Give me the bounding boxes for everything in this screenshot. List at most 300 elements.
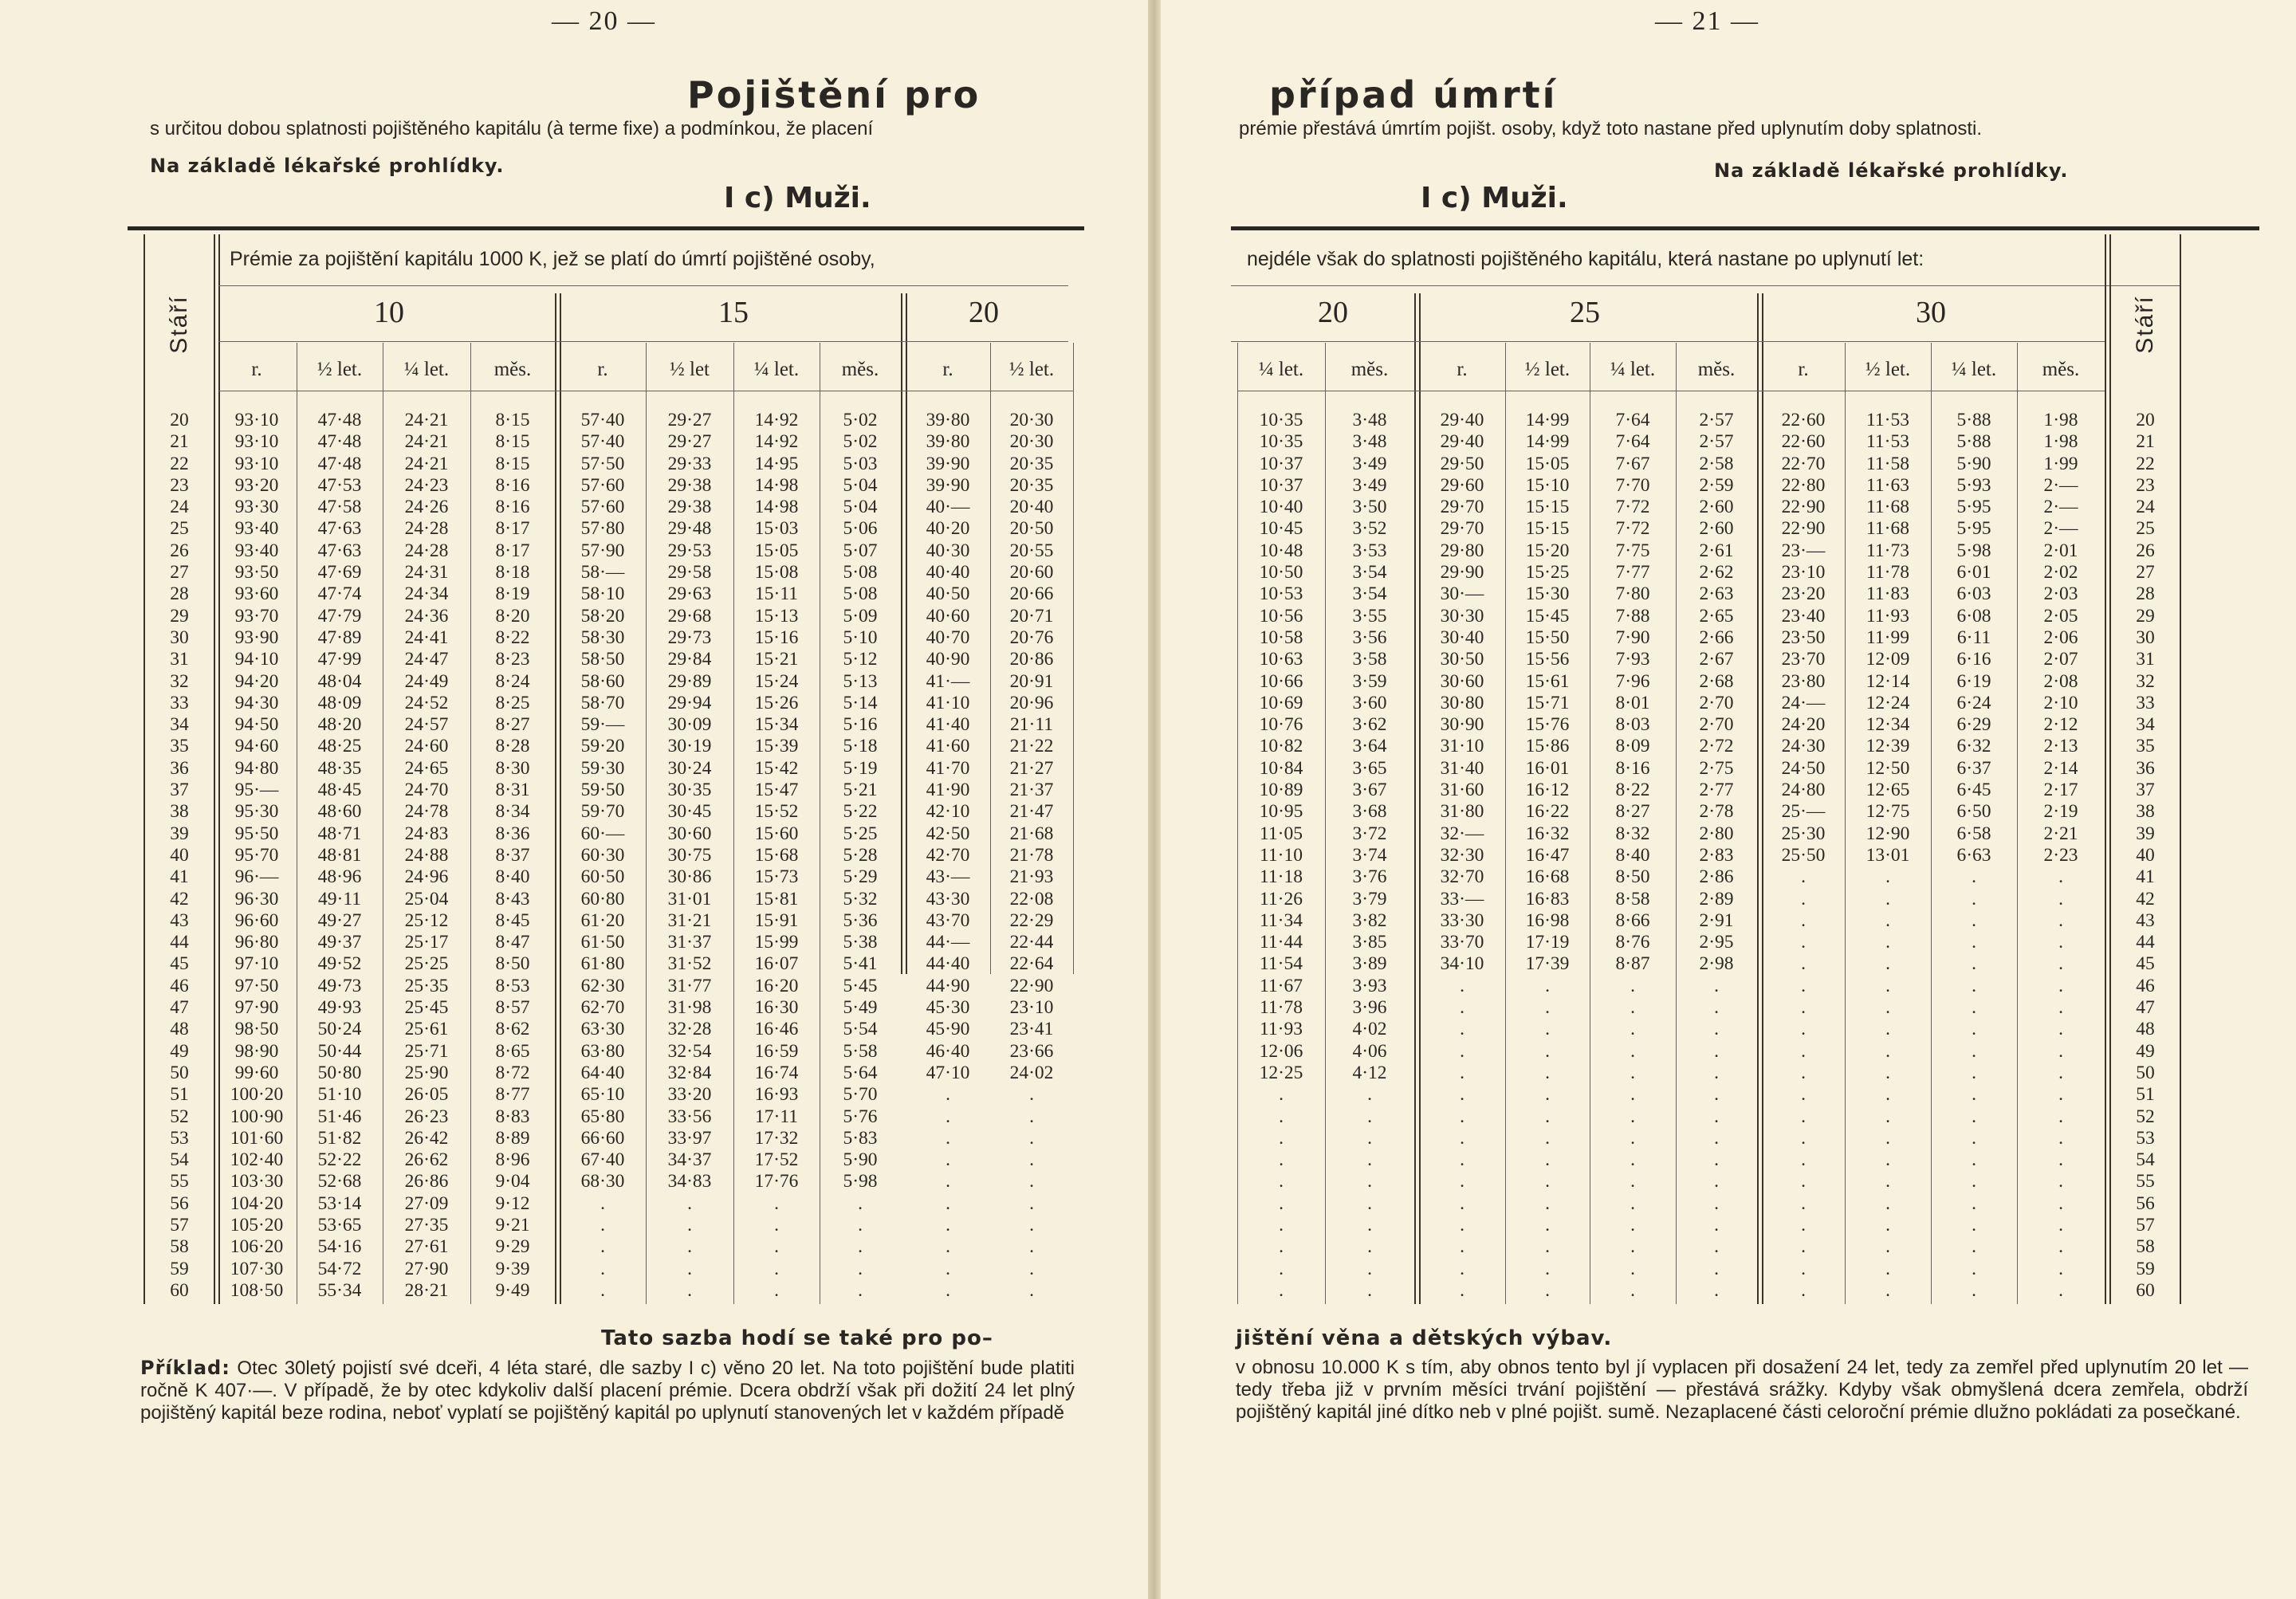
- right-page: [1161, 0, 2296, 1599]
- table-cell: 10·82: [1259, 736, 1303, 757]
- table-cell: .: [1460, 1214, 1464, 1236]
- table-cell: 20·35: [1009, 453, 1054, 474]
- table-cell: 43·30: [926, 888, 970, 910]
- table-cell: 3·96: [1352, 997, 1387, 1019]
- table-cell: 93·10: [234, 431, 279, 453]
- table-cell: 14·99: [1525, 410, 1570, 430]
- table-cell: 8·23: [495, 649, 530, 670]
- table-cell: .: [1545, 1062, 1550, 1083]
- table-cell: 22: [170, 453, 189, 474]
- table-cell: 4·06: [1352, 1040, 1387, 1062]
- table-cell: 11·58: [1866, 453, 1909, 474]
- table-cell: 11·67: [1260, 975, 1303, 996]
- table-cell: 9·49: [495, 1279, 530, 1301]
- table-cell: 93·60: [234, 583, 279, 605]
- example-text: Otec 30letý pojistí své dceři, 4 léta staré, dle sazby I c) věno 20 let. Na toto pojištění bude platiti ročně K 407·—. V případě, že by otec kdykoliv další placení prémie. Dcera obdrží však při dožití 24 let plný pojištěný kapitál beze rodina, neboť vyplatí se pojištěný kapitál po uplynutí stanovených let v každém případě: [140, 1357, 1075, 1424]
- table-cell: .: [1972, 910, 1976, 931]
- table-cell: 25·17: [404, 932, 449, 953]
- table-cell: 11·78: [1866, 562, 1909, 583]
- continuation-heading: jištění věna a dětských výbav.: [1236, 1326, 1613, 1350]
- table-cell: .: [2058, 953, 2063, 975]
- table-cell: .: [1460, 1019, 1464, 1040]
- table-cell: .: [2058, 1127, 2063, 1149]
- table-cell: 2·07: [2043, 649, 2078, 670]
- table-cell: 30·75: [667, 844, 712, 866]
- table-cell: 2·19: [2043, 801, 2078, 823]
- table-cell: 15·91: [754, 910, 799, 931]
- table-cell: .: [1714, 1084, 1719, 1106]
- table-cell: 58·50: [580, 649, 625, 670]
- table-cell: 15·21: [754, 649, 799, 670]
- table-cell: 5·13: [843, 670, 878, 692]
- premium-column: [470, 410, 555, 1302]
- table-cell: 29·33: [667, 453, 712, 474]
- table-cell: 8·43: [495, 888, 530, 910]
- table-cell: 16·59: [754, 1040, 799, 1062]
- table-cell: .: [1630, 1127, 1635, 1149]
- table-cell: 8·72: [495, 1062, 530, 1083]
- table-cell: 22·08: [1009, 888, 1054, 910]
- table-cell: 16·32: [1525, 823, 1570, 844]
- table-cell: .: [2058, 1192, 2063, 1214]
- table-cell: .: [1972, 866, 1976, 888]
- table-cell: .: [1029, 1171, 1034, 1192]
- table-cell: 26·05: [404, 1084, 449, 1106]
- table-cell: 22·90: [1009, 975, 1054, 996]
- year-group-20: 20: [1318, 296, 1348, 329]
- table-cell: .: [1029, 1192, 1034, 1214]
- table-cell: 65·10: [580, 1084, 625, 1106]
- table-cell: .: [858, 1236, 863, 1258]
- table-cell: 31·60: [1440, 780, 1484, 801]
- table-cell: 6·19: [1956, 670, 1991, 692]
- table-cell: 25·35: [404, 975, 449, 996]
- table-cell: 42·70: [926, 844, 970, 866]
- table-cell: 41: [170, 866, 189, 888]
- table-cell: 99·60: [234, 1062, 279, 1083]
- table-cell: 15·11: [755, 583, 798, 605]
- table-cell: 24·41: [404, 627, 449, 648]
- table-cell: 2·58: [1699, 453, 1734, 474]
- table-cell: 10·76: [1259, 714, 1303, 736]
- table-cell: 52·68: [317, 1171, 362, 1192]
- table-cell: .: [946, 1149, 950, 1171]
- table-cell: .: [1545, 997, 1550, 1019]
- table-cell: 49: [2136, 1040, 2155, 1062]
- table-cell: 5·16: [843, 714, 878, 736]
- table-cell: .: [600, 1214, 605, 1236]
- table-cell: 2·03: [2043, 583, 2078, 605]
- table-cell: 49·73: [317, 975, 362, 996]
- table-cell: 20·30: [1009, 410, 1054, 430]
- table-cell: 22·90: [1781, 518, 1826, 540]
- table-cell: 9·21: [495, 1214, 530, 1236]
- table-cell: 3·49: [1352, 474, 1387, 496]
- table-cell: 8·47: [495, 932, 530, 953]
- table-cell: 8·96: [495, 1149, 530, 1171]
- table-cell: 57·40: [580, 431, 625, 453]
- table-cell: .: [1972, 1149, 1976, 1171]
- table-cell: .: [1801, 866, 1806, 888]
- premium-column: [1845, 410, 1931, 1302]
- table-cell: 8·16: [495, 474, 530, 496]
- table-cell: 8·40: [1615, 844, 1650, 866]
- table-cell: 30·40: [1440, 627, 1484, 648]
- table-cell: 7·67: [1615, 453, 1650, 474]
- table-cell: 94·80: [234, 757, 279, 779]
- table-cell: 15·42: [754, 757, 799, 779]
- table-cell: 2·21: [2043, 823, 2078, 844]
- table-cell: 30·60: [667, 823, 712, 844]
- table-cell: 25·50: [1781, 844, 1826, 866]
- table-cell: .: [2058, 932, 2063, 953]
- table-cell: 7·70: [1615, 474, 1650, 496]
- table-cell: 6·45: [1956, 780, 1991, 801]
- table-cell: 17·11: [755, 1106, 798, 1127]
- table-cell: 3·67: [1352, 780, 1387, 801]
- table-cell: .: [1801, 1214, 1806, 1236]
- table-cell: 7·64: [1615, 431, 1650, 453]
- table-cell: .: [1630, 1171, 1635, 1192]
- table-cell: .: [1367, 1149, 1372, 1171]
- table-cell: 94·10: [234, 649, 279, 670]
- table-cell: 45·30: [926, 997, 970, 1019]
- table-cell: 47·89: [317, 627, 362, 648]
- table-cell: 8·31: [495, 780, 530, 801]
- table-cell: 15·20: [1525, 540, 1570, 561]
- table-cell: .: [1885, 975, 1890, 996]
- table-cell: 25·12: [404, 910, 449, 931]
- table-cell: 29·70: [1440, 497, 1484, 518]
- table-cell: 3·50: [1352, 497, 1387, 518]
- table-cell: 5·18: [843, 736, 878, 757]
- table-cell: 15·03: [754, 518, 799, 540]
- table-cell: 25: [2136, 518, 2155, 540]
- table-cell: 30·—: [1440, 583, 1484, 605]
- table-cell: 16·12: [1525, 780, 1570, 801]
- table-cell: 30·60: [1440, 670, 1484, 692]
- table-cell: .: [1885, 910, 1890, 931]
- table-cell: 5·07: [843, 540, 878, 561]
- table-cell: 10·35: [1259, 410, 1303, 430]
- table-cell: 59·70: [580, 801, 625, 823]
- table-cell: .: [1460, 1062, 1464, 1083]
- table-cell: 24·26: [404, 497, 449, 518]
- table-cell: 60: [2136, 1279, 2155, 1301]
- table-cell: .: [687, 1236, 692, 1258]
- table-cell: 3·48: [1352, 431, 1387, 453]
- table-cell: 8·22: [495, 627, 530, 648]
- table-cell: 21: [2136, 431, 2155, 453]
- group-divider: [1757, 293, 1759, 1304]
- table-cell: .: [1630, 1192, 1635, 1214]
- table-cell: .: [1972, 1279, 1976, 1301]
- age-column: [151, 410, 207, 1302]
- table-cell: 20·50: [1009, 518, 1054, 540]
- table-cell: .: [1460, 1040, 1464, 1062]
- table-cell: 41·40: [926, 714, 970, 736]
- table-cell: 55: [170, 1171, 189, 1192]
- table-cell: 15·56: [1525, 649, 1570, 670]
- table-cell: .: [1885, 866, 1890, 888]
- table-cell: 26·86: [404, 1171, 449, 1192]
- table-cell: 57·40: [580, 410, 625, 430]
- premium-column: [218, 410, 295, 1302]
- premium-column: [733, 410, 820, 1302]
- table-cell: .: [1714, 997, 1719, 1019]
- table-cell: .: [1545, 1106, 1550, 1127]
- table-cell: 29·40: [1440, 410, 1484, 430]
- table-cell: 2·57: [1699, 410, 1734, 430]
- table-cell: 2·91: [1699, 910, 1734, 931]
- table-cell: 31: [2136, 649, 2155, 670]
- table-cell: 53: [170, 1127, 189, 1149]
- table-cell: 20·86: [1009, 649, 1054, 670]
- table-cell: 6·29: [1956, 714, 1991, 736]
- table-cell: 21·11: [1010, 714, 1053, 736]
- table-cell: 24: [170, 497, 189, 518]
- table-cell: 24·31: [404, 562, 449, 583]
- table-cell: 108·50: [230, 1279, 284, 1301]
- table-cell: 48·09: [317, 692, 362, 713]
- table-cell: 21·68: [1009, 823, 1054, 844]
- table-cell: 6·58: [1956, 823, 1991, 844]
- table-cell: 3·54: [1352, 562, 1387, 583]
- table-cell: .: [1885, 1192, 1890, 1214]
- table-cell: .: [1714, 1214, 1719, 1236]
- table-cell: 8·40: [495, 866, 530, 888]
- table-cell: .: [1279, 1258, 1284, 1279]
- table-cell: 12·09: [1866, 649, 1910, 670]
- table-cell: 10·69: [1259, 692, 1303, 713]
- table-cell: 2·63: [1699, 583, 1734, 605]
- table-cell: 5·21: [843, 780, 878, 801]
- table-cell: .: [687, 1279, 692, 1301]
- table-cell: 11·10: [1260, 844, 1303, 866]
- table-cell: 8·22: [1615, 780, 1650, 801]
- table-cell: 59·50: [580, 780, 625, 801]
- table-cell: 46·40: [926, 1040, 970, 1062]
- table-cell: 6·01: [1956, 562, 1991, 583]
- table-cell: 24·78: [404, 801, 449, 823]
- table-cell: 5·22: [843, 801, 878, 823]
- table-cell: .: [1279, 1279, 1284, 1301]
- age-column: [2117, 410, 2173, 1302]
- table-cell: 2·70: [1699, 714, 1734, 736]
- table-cell: 47: [170, 997, 189, 1019]
- table-cell: 24·96: [404, 866, 449, 888]
- table-cell: .: [2058, 888, 2063, 910]
- table-cell: 2·60: [1699, 497, 1734, 518]
- table-cell: 8·01: [1615, 692, 1650, 713]
- table-cell: 8·36: [495, 823, 530, 844]
- header-rule: [1231, 285, 2181, 286]
- table-cell: 16·98: [1525, 910, 1570, 931]
- table-cell: 11·68: [1866, 518, 1909, 540]
- table-cell: 14·95: [754, 453, 799, 474]
- table-cell: 14·98: [754, 474, 799, 496]
- table-cell: 29: [2136, 605, 2155, 627]
- table-cell: .: [1460, 1084, 1464, 1106]
- premium-column: [297, 410, 383, 1302]
- table-cell: 5·88: [1956, 431, 1991, 453]
- table-cell: 24·28: [404, 518, 449, 540]
- table-cell: 5·93: [1956, 474, 1991, 496]
- table-cell: 31·21: [667, 910, 712, 931]
- table-cell: .: [1545, 1236, 1550, 1258]
- table-cell: .: [2058, 1214, 2063, 1236]
- table-cell: 3·60: [1352, 692, 1387, 713]
- table-cell: 24·83: [404, 823, 449, 844]
- table-cell: .: [858, 1214, 863, 1236]
- table-cell: 7·64: [1615, 410, 1650, 430]
- col-label: r.: [1457, 359, 1468, 380]
- table-cell: .: [1972, 1106, 1976, 1127]
- table-border-left: [144, 234, 145, 1304]
- table-cell: .: [1630, 1236, 1635, 1258]
- table-cell: 61·80: [580, 953, 625, 975]
- table-cell: 2·67: [1699, 649, 1734, 670]
- table-cell: .: [1972, 1258, 1976, 1279]
- table-cell: 24·60: [404, 736, 449, 757]
- table-cell: .: [1801, 1171, 1806, 1192]
- table-cell: .: [1630, 1149, 1635, 1171]
- table-cell: 37: [2136, 780, 2155, 801]
- table-cell: 47·48: [317, 431, 362, 453]
- table-cell: 3·56: [1352, 627, 1387, 648]
- table-cell: .: [1545, 975, 1550, 996]
- table-cell: .: [858, 1279, 863, 1301]
- table-cell: 40·70: [926, 627, 970, 648]
- table-cell: .: [2058, 1171, 2063, 1192]
- table-cell: .: [1885, 1214, 1890, 1236]
- table-cell: 47·10: [926, 1062, 970, 1083]
- table-cell: .: [600, 1192, 605, 1214]
- table-cell: 10·56: [1259, 605, 1303, 627]
- table-cell: 8·15: [495, 410, 530, 430]
- table-cell: .: [1367, 1214, 1372, 1236]
- table-cell: 10·63: [1259, 649, 1303, 670]
- table-cell: .: [1630, 975, 1635, 996]
- subheader-rule: [1231, 341, 2105, 342]
- table-cell: 57·60: [580, 497, 625, 518]
- table-cell: 8·27: [495, 714, 530, 736]
- table-cell: 2·—: [2043, 474, 2078, 496]
- table-cell: 24·—: [1781, 692, 1826, 713]
- table-cell: 10·53: [1259, 583, 1303, 605]
- table-cell: .: [1029, 1149, 1034, 1171]
- table-cell: 5·98: [1956, 540, 1991, 561]
- table-cell: 34·37: [667, 1149, 712, 1171]
- table-cell: 52·22: [317, 1149, 362, 1171]
- table-cell: 25·71: [404, 1040, 449, 1062]
- group-heading: I c) Muži.: [1421, 182, 1568, 214]
- table-cell: 12·34: [1866, 714, 1910, 736]
- table-cell: 10·58: [1259, 627, 1303, 648]
- col-label: ¼ let.: [1951, 359, 1997, 380]
- table-cell: 30·30: [1440, 605, 1484, 627]
- table-cell: .: [1029, 1214, 1034, 1236]
- table-cell: 2·68: [1699, 670, 1734, 692]
- table-cell: 20·76: [1009, 627, 1054, 648]
- table-cell: 47·69: [317, 562, 362, 583]
- table-cell: .: [2058, 1106, 2063, 1127]
- table-cell: .: [1972, 1040, 1976, 1062]
- table-cell: 15·68: [754, 844, 799, 866]
- table-cell: 16·46: [754, 1019, 799, 1040]
- table-cell: 3·74: [1352, 844, 1387, 866]
- continuation-heading: Tato sazba hodí se také pro po–: [601, 1326, 993, 1350]
- table-cell: 20·66: [1009, 583, 1054, 605]
- table-cell: 34·83: [667, 1171, 712, 1192]
- table-cell: 6·37: [1956, 757, 1991, 779]
- table-cell: 5·95: [1956, 518, 1991, 540]
- table-cell: .: [1714, 975, 1719, 996]
- table-cell: 68·30: [580, 1171, 625, 1192]
- table-cell: 102·40: [230, 1149, 284, 1171]
- table-cell: 46: [170, 975, 189, 996]
- table-cell: 5·90: [843, 1149, 878, 1171]
- table-cell: 47·48: [317, 410, 362, 430]
- table-cell: .: [1367, 1106, 1372, 1127]
- table-cell: 35: [2136, 736, 2155, 757]
- table-cell: 15·13: [754, 605, 799, 627]
- table-cell: 3·55: [1352, 605, 1387, 627]
- table-cell: 49·52: [317, 953, 362, 975]
- table-cell: 11·53: [1866, 431, 1909, 453]
- subheader-rule: [218, 341, 1068, 342]
- table-cell: 33·—: [1440, 888, 1484, 910]
- premium-column: [1931, 410, 2017, 1302]
- table-cell: 51: [170, 1084, 189, 1106]
- table-cell: 40·30: [926, 540, 970, 561]
- table-cell: 5·04: [843, 474, 878, 496]
- table-cell: .: [2058, 910, 2063, 931]
- table-cell: .: [1460, 1127, 1464, 1149]
- table-cell: 8·83: [495, 1106, 530, 1127]
- table-cell: 31·01: [667, 888, 712, 910]
- table-cell: 5·83: [843, 1127, 878, 1149]
- table-cell: 30·80: [1440, 692, 1484, 713]
- table-cell: 31·40: [1440, 757, 1484, 779]
- table-cell: 23·66: [1009, 1040, 1054, 1062]
- table-cell: 22·44: [1009, 932, 1054, 953]
- table-cell: 12·90: [1866, 823, 1910, 844]
- table-cell: 32: [170, 670, 189, 692]
- table-cell: 62·70: [580, 997, 625, 1019]
- table-cell: 93·40: [234, 518, 279, 540]
- table-cell: .: [1279, 1192, 1284, 1214]
- table-cell: 51: [2136, 1084, 2155, 1106]
- table-cell: .: [1714, 1258, 1719, 1279]
- table-cell: 20·40: [1009, 497, 1054, 518]
- table-cell: 8·25: [495, 692, 530, 713]
- table-cell: 8·50: [495, 953, 530, 975]
- table-cell: 15·39: [754, 736, 799, 757]
- table-cell: 15·47: [754, 780, 799, 801]
- table-cell: 40: [2136, 844, 2155, 866]
- table-cell: 15·86: [1525, 736, 1570, 757]
- table-cell: 1·98: [2043, 431, 2078, 453]
- table-cell: .: [1885, 953, 1890, 975]
- table-cell: 8·89: [495, 1127, 530, 1149]
- table-cell: 20·30: [1009, 431, 1054, 453]
- table-cell: 29·84: [667, 649, 712, 670]
- table-cell: 48·96: [317, 866, 362, 888]
- table-cell: 33·30: [1440, 910, 1484, 931]
- table-cell: 15·61: [1525, 670, 1570, 692]
- table-cell: .: [1367, 1258, 1372, 1279]
